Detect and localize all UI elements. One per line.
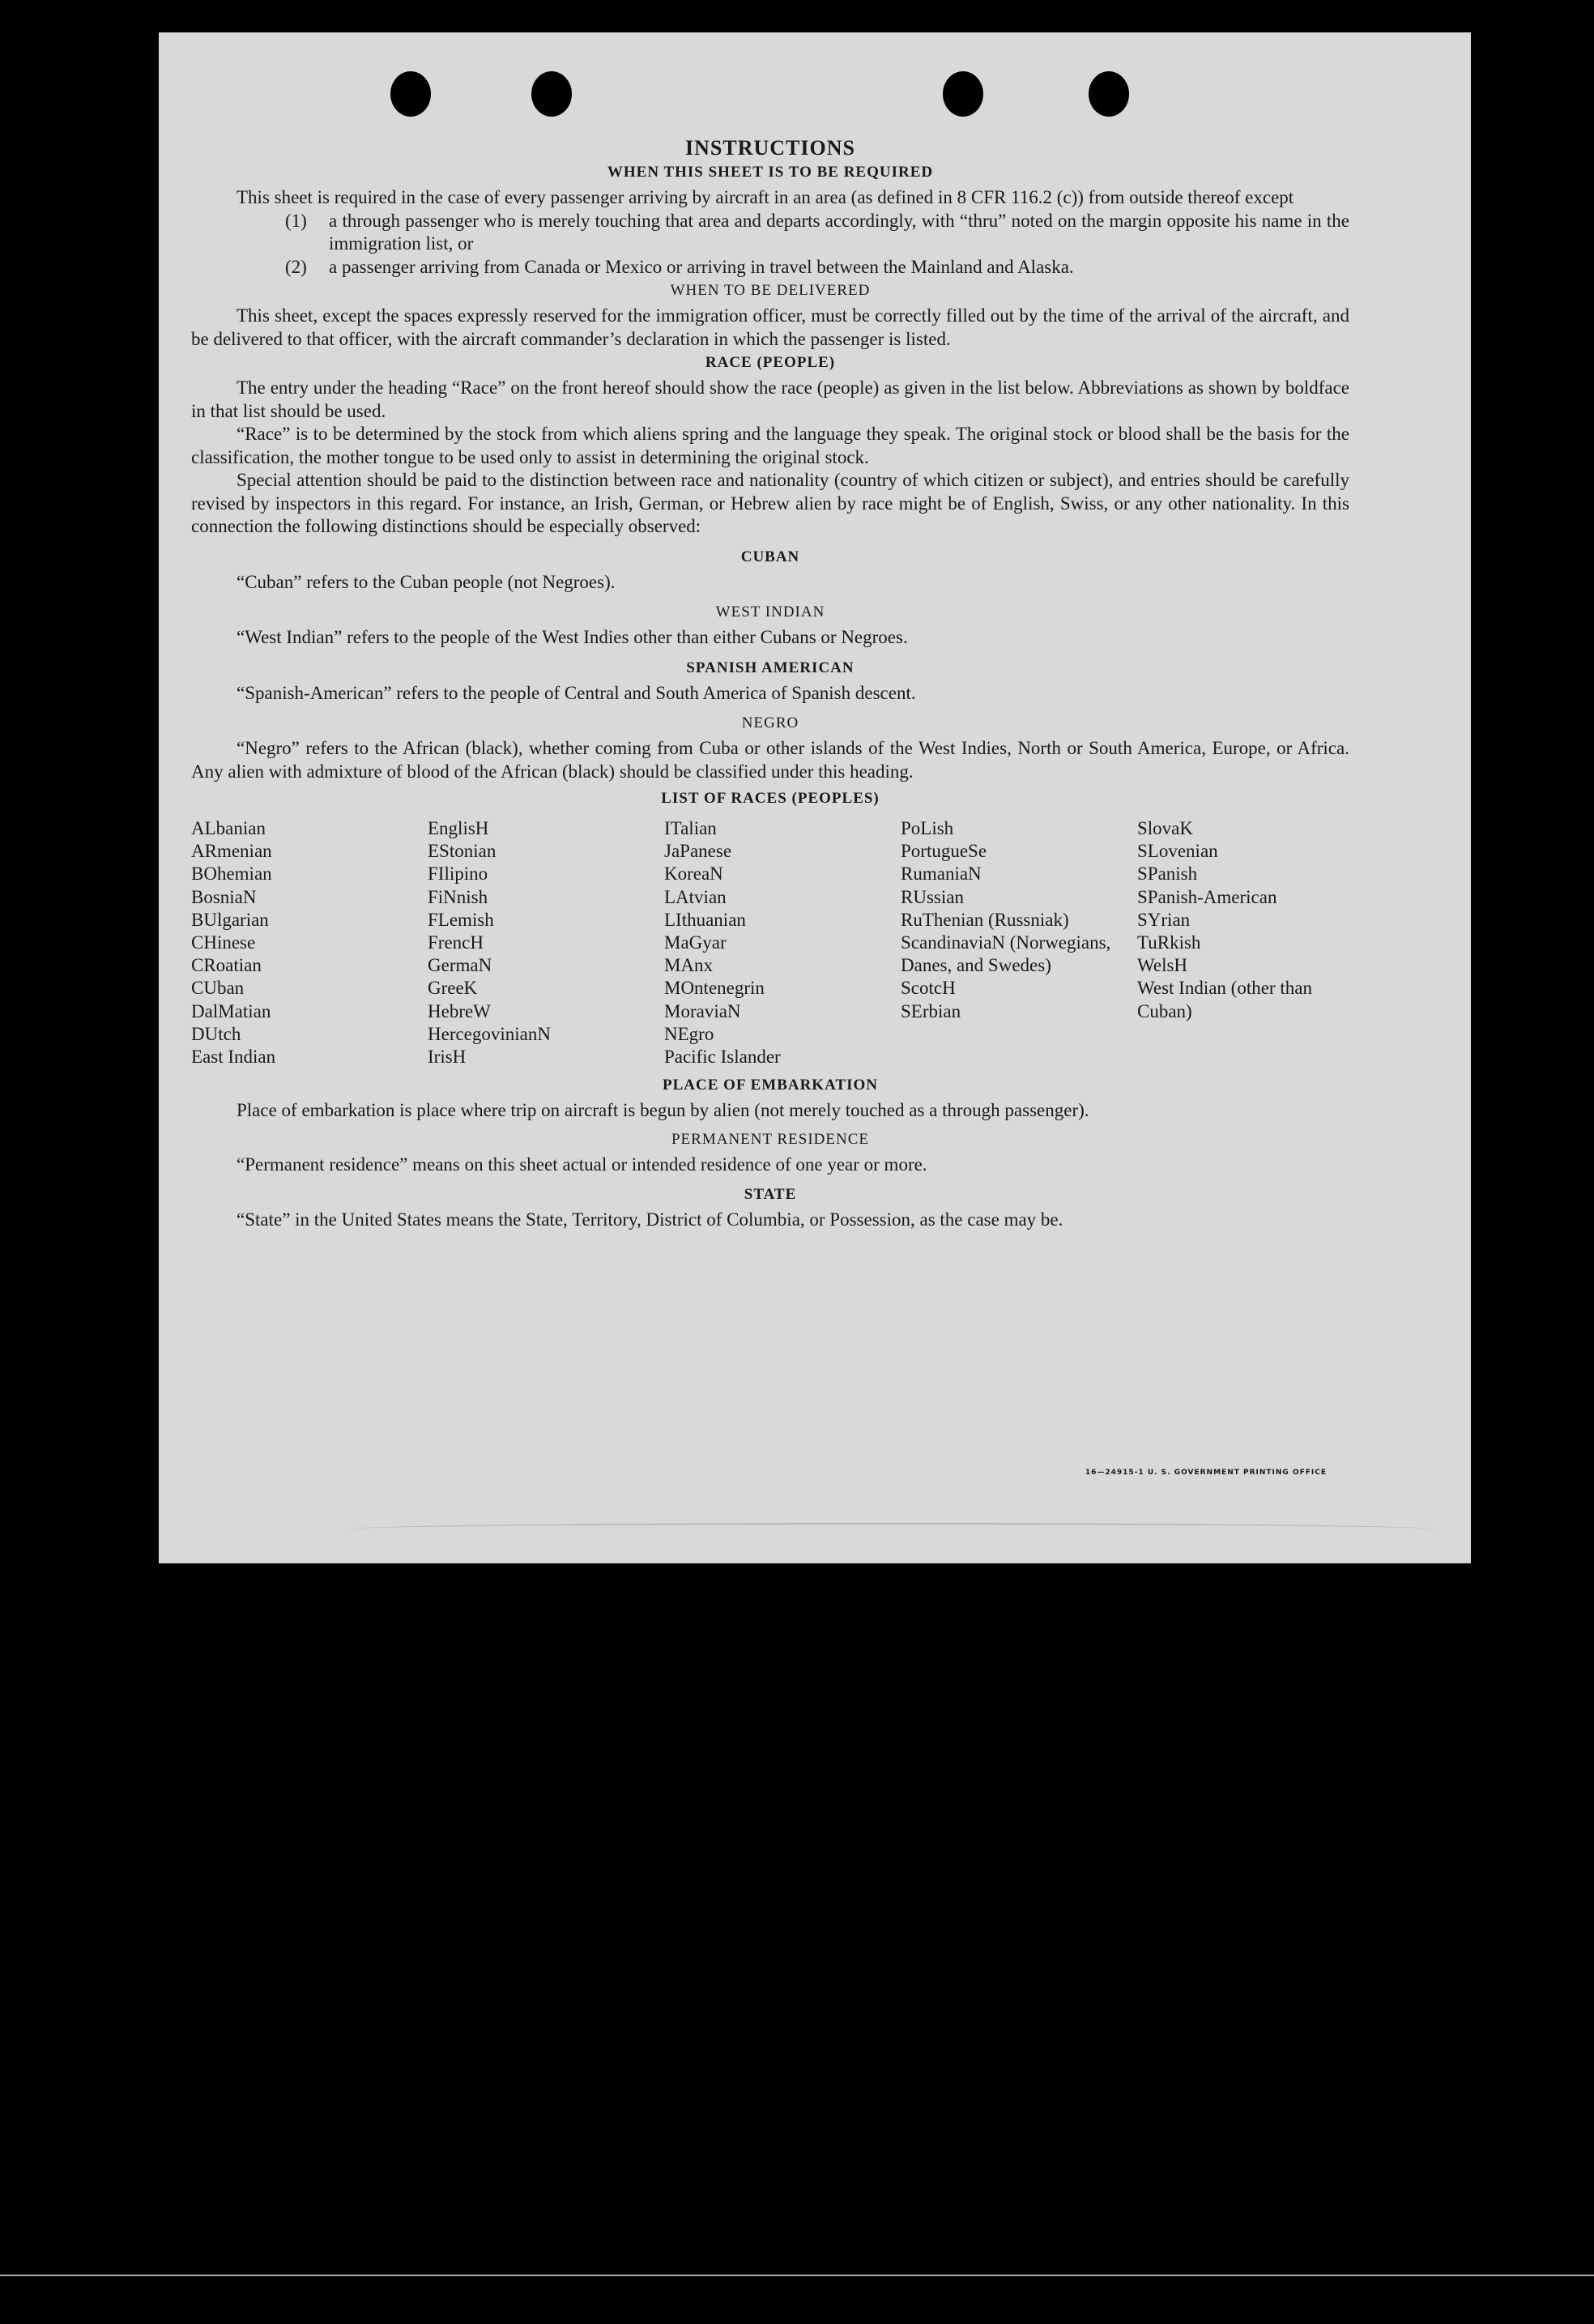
race-entry: ScandinaviaN (Norwegians, Danes, and Swedes) [901,932,1111,976]
item-number: (2) [285,256,307,277]
printer-imprint: 16—24915-1 U. S. GOVERNMENT PRINTING OFFICE [1085,1469,1327,1477]
race-entry: FiNnish [428,886,488,907]
paragraph-when-required: This sheet is required in the case of every passenger arriving by aircraft in an area (as defined in 8 CFR 116.2 (c)) from outside thereof except [237,187,1294,207]
paper-fold-line [345,1523,1438,1536]
race-entry: SlovaK [1137,818,1193,838]
race-entry: RuThenian (Russniak) [901,909,1069,930]
heading-cuban: CUBAN [740,548,800,565]
race-entry: PoLish [901,818,954,838]
race-entry: ScotcH [901,978,956,999]
heading-permanent-residence: PERMANENT RESIDENCE [671,1130,870,1148]
race-entry: ITalian [664,818,717,838]
race-entry: RUssian [901,886,964,907]
race-entry: East Indian [191,1047,276,1068]
paragraph-when-delivered: This sheet, except the spaces expressly reserved for the immigration officer, must be correctly filled out by the time of the arrival of the aircraft, and be delivered to that officer, with the aircraft commander’s declaration in which the passenger is listed. [191,305,1349,349]
race-entry: SPanish-American [1137,886,1277,907]
race-entry: CRoatian [191,955,262,976]
race-entry: PortugueSe [901,841,987,862]
item-text: a through passenger who is merely touching that area and departs accordingly, with “thru” noted on the margin opposite his name in the immigration list, or [329,210,1349,254]
race-entry: SPanish [1137,864,1198,885]
paragraph-race-2: “Race” is to be determined by the stock from which aliens spring and the language they speak. The original stock or blood shall be the basis for the classification, the mother tongue to be used only to assist in determining the original stock. [191,424,1349,467]
races-column-1 [191,817,428,1068]
heading-embarkation: PLACE OF EMBARKATION [663,1077,878,1094]
paragraph-race-1: The entry under the heading “Race” on the front hereof should show the race (people) as given in the list below. Abbreviations as shown by boldface in that list should be used. [191,377,1349,421]
scanner-edge-line [0,2275,1594,2276]
race-entry: JaPanese [664,841,732,862]
race-entry: GreeK [428,978,478,999]
punch-hole-1 [390,71,431,117]
race-entry: GermaN [428,955,492,976]
race-entry: BOhemian [191,864,272,885]
race-entry: BosniaN [191,886,257,907]
race-entry: SYrian [1137,909,1191,930]
heading-west-indian: WEST INDIAN [715,603,825,620]
heading-race: RACE (PEOPLE) [705,354,836,371]
race-entry: MAnx [664,955,714,976]
race-entry: RumaniaN [901,864,982,885]
race-entry: West Indian (other than Cuban) [1137,978,1312,1021]
race-entry: DUtch [191,1023,241,1044]
heading-when-delivered: WHEN TO BE DELIVERED [670,282,871,299]
item-text: a passenger arriving from Canada or Mexico or arriving in travel between the Mainland and Alaska. [329,256,1074,277]
race-entry: HebreW [428,1000,491,1021]
race-entry: EStonian [428,841,497,862]
race-entry: BUlgarian [191,909,269,930]
heading-list-of-races: LIST OF RACES (PEOPLES) [661,790,880,807]
instruction-sheet [159,32,1471,1563]
race-entry: SErbian [901,1000,961,1021]
race-entry: KoreaN [664,864,723,885]
heading-when-required: WHEN THIS SHEET IS TO BE REQUIRED [607,164,934,181]
races-column-3 [664,817,901,1068]
race-entry: IrisH [428,1047,467,1068]
heading-spanish-american: SPANISH AMERICAN [686,659,855,676]
paragraph-west-indian: “West Indian” refers to the people of the West Indies other than either Cubans or Negroes. [237,627,908,647]
paragraph-race-3: Special attention should be paid to the distinction between race and nationality (country of which citizen or subject), and entries should be carefully revised by inspectors in this regard. For instance, an Irish, German, or Hebrew alien by race might be of English, Swiss, or any other nationality. In this connection the following distinctions should be especially observed: [191,470,1349,536]
race-entry: ALbanian [191,818,266,838]
races-column-5 [1137,817,1356,1068]
punch-hole-3 [943,71,983,117]
item-number: (1) [285,210,307,231]
race-entry: WelsH [1137,955,1188,976]
race-entry: LAtvian [664,886,727,907]
race-entry: FrencH [428,932,484,953]
race-entry: NEgro [664,1023,714,1044]
paragraph-embarkation: Place of embarkation is place where trip on aircraft is begun by alien (not merely touched as a through passenger). [237,1100,1089,1121]
heading-negro: NEGRO [741,714,799,731]
list-item [285,210,1349,256]
race-entry: MaGyar [664,932,727,953]
page-title: INSTRUCTIONS [685,136,855,160]
race-entry: SLovenian [1137,841,1218,862]
paragraph-negro: “Negro” refers to the African (black), whether coming from Cuba or other islands of the West Indies, North or South America, Europe, or Africa. Any alien with admixture of blood of the African (black) should be classified under this heading. [191,738,1349,782]
exception-list [285,210,1349,279]
race-entry: LIthuanian [664,909,746,930]
paragraph-permanent-residence: “Permanent residence” means on this sheet actual or intended residence of one year or more. [237,1153,927,1175]
punch-hole-2 [531,71,572,117]
races-column-2 [428,817,664,1068]
paragraph-cuban: “Cuban” refers to the Cuban people (not Negroes). [237,571,616,592]
race-entry: FLemish [428,909,494,930]
race-entry: EnglisH [428,818,489,838]
race-entry: CHinese [191,932,256,953]
race-entry: CUban [191,978,245,999]
race-entry: TuRkish [1137,932,1201,953]
heading-state: STATE [744,1186,797,1204]
races-table [191,817,1349,1068]
paragraph-state: “State” in the United States means the State, Territory, District of Columbia, or Possession, as the case may be. [237,1209,1063,1230]
race-entry: ARmenian [191,841,272,862]
race-entry: HercegovinianN [428,1023,551,1044]
punch-hole-4 [1089,71,1129,117]
paragraph-spanish-american: “Spanish-American” refers to the people of Central and South America of Spanish descent. [237,682,916,703]
race-entry: Pacific Islander [664,1047,781,1068]
race-entry: DalMatian [191,1000,271,1021]
race-entry: MoraviaN [664,1000,741,1021]
race-entry: MOntenegrin [664,978,765,999]
races-column-4 [901,817,1137,1068]
list-item [285,256,1349,279]
race-entry: FIlipino [428,864,488,885]
